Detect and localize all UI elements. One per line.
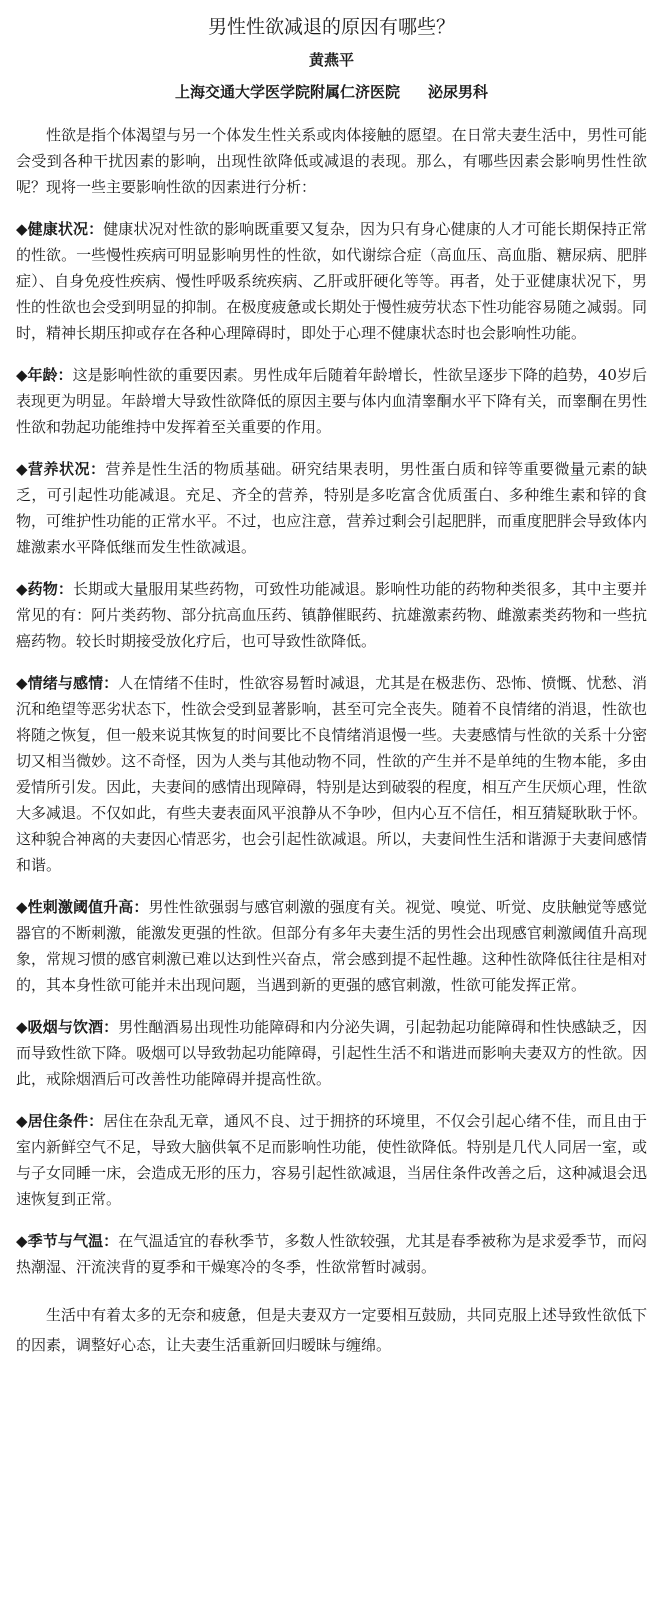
intro-paragraph: 性欲是指个体渴望与另一个体发生性关系或肉体接触的愿望。在日常夫妻生活中，男性可能会受到各种干扰因素的影响，出现性欲降低或减退的表现。那么，有哪些因素会影响男性性欲呢？现将一些主要影响性欲的因素进行分析：	[16, 126, 647, 196]
section-heading: ◆性刺激阈值升高：	[16, 898, 149, 916]
section-drugs	[16, 576, 647, 654]
section-heading: ◆居住条件：	[16, 1112, 104, 1130]
affiliation	[16, 80, 647, 104]
section-smoking-drinking	[16, 1014, 647, 1092]
section-nutrition	[16, 456, 647, 560]
section-age	[16, 362, 647, 440]
author-name: 黄燕平	[308, 51, 354, 69]
section-season-temperature	[16, 1228, 647, 1280]
section-stimulus-threshold	[16, 894, 647, 998]
section-heading: ◆营养状况：	[16, 460, 106, 478]
section-heading: ◆健康状况：	[16, 220, 104, 238]
section-heading: ◆吸烟与饮酒：	[16, 1018, 119, 1036]
institution: 上海交通大学医学院附属仁济医院	[174, 83, 400, 101]
section-body: 长期或大量服用某些药物，可致性功能减退。影响性功能的药物种类很多，其中主要并常见的有：阿片类药物、部分抗高血压药、镇静催眠药、抗雄激素药物、雌激素类药物和一些抗癌药物。较长时期接受放化疗后，也可导致性欲降低。	[16, 580, 647, 650]
section-heading: ◆年龄：	[16, 366, 73, 384]
section-emotion	[16, 670, 647, 878]
section-body: 在气温适宜的春秋季节，多数人性欲较强，尤其是春季被称为是求爱季节，而闷热潮湿、汗流浃背的夏季和干燥寒冷的冬季，性欲常暂时减弱。	[16, 1232, 647, 1276]
article-title: 男性性欲减退的原因有哪些？	[207, 16, 455, 38]
conclusion-paragraph: 生活中有着太多的无奈和疲惫，但是夫妻双方一定要相互鼓励，共同克服上述导致性欲低下的因素，调整好心态，让夫妻生活重新回归暧昧与缠绵。	[16, 1306, 647, 1354]
section-health	[16, 216, 647, 346]
section-body: 人在情绪不佳时，性欲容易暂时减退，尤其是在极悲伤、恐怖、愤慨、忧愁、消沉和绝望等恶劣状态下，性欲会受到显著影响，甚至可完全丧失。随着不良情绪的消退，性欲也将随之恢复，但一般来说其恢复的时间要比不良情绪消退慢一些。夫妻感情与性欲的关系十分密切又相当微妙。这不奇怪，因为人类与其他动物不同，性欲的产生并不是单纯的生物本能，多由爱情所引发。因此，夫妻间的感情出现障碍，特别是达到破裂的程度，相互产生厌烦心理，性欲大多减退。不仅如此，有些夫妻表面风平浪静从不争吵，但内心互不信任，相互猜疑耿耿于怀。这种貌合神离的夫妻因心情恶劣，也会引起性欲减退。所以，夫妻间性生活和谐源于夫妻间感情和谐。	[16, 674, 647, 874]
section-living-conditions	[16, 1108, 647, 1212]
department: 泌尿男科	[428, 83, 489, 101]
section-heading: ◆药物：	[16, 580, 73, 598]
section-body: 男性性欲强弱与感官刺激的强度有关。视觉、嗅觉、听觉、皮肤触觉等感觉器官的不断刺激，能激发更强的性欲。但部分有多年夫妻生活的男性会出现感官刺激阈值升高现象，常规习惯的感官刺激已难以达到性兴奋点，常会感到提不起性趣。这种性欲降低往往是相对的，其本身性欲可能并未出现问题，当遇到新的更强的感官刺激，性欲可能发挥正常。	[16, 898, 647, 994]
section-body: 居住在杂乱无章，通风不良、过于拥挤的环境里，不仅会引起心绪不佳，而且由于室内新鲜空气不足，导致大脑供氧不足而影响性功能，使性欲降低。特别是几代人同居一室，或与子女同睡一床，会造成无形的压力，容易引起性欲减退，当居住条件改善之后，这种减退会迅速恢复到正常。	[16, 1112, 647, 1208]
section-heading: ◆情绪与感情：	[16, 674, 119, 692]
section-body: 营养是性生活的物质基础。研究结果表明，男性蛋白质和锌等重要微量元素的缺乏，可引起性功能减退。充足、齐全的营养，特别是多吃富含优质蛋白、多种维生素和锌的食物，可维护性功能的正常水平。不过，也应注意，营养过剩会引起肥胖，而重度肥胖会导致体内雄激素水平降低继而发生性欲减退。	[16, 460, 647, 556]
section-body: 男性酗酒易出现性功能障碍和内分泌失调，引起勃起功能障碍和性快感缺乏，因而导致性欲下降。吸烟可以导致勃起功能障碍，引起性生活不和谐进而影响夫妻双方的性欲。因此，戒除烟酒后可改善性功能障碍并提高性欲。	[16, 1018, 647, 1088]
section-heading: ◆季节与气温：	[16, 1232, 119, 1250]
section-body: 健康状况对性欲的影响既重要又复杂，因为只有身心健康的人才可能长期保持正常的性欲。一些慢性疾病可明显影响男性的性欲，如代谢综合症（高血压、高血脂、糖尿病、肥胖症）、自身免疫性疾病、慢性呼吸系统疾病、乙肝或肝硬化等等。再者，处于亚健康状况下，男性的性欲也会受到明显的抑制。在极度疲惫或长期处于慢性疲劳状态下性功能容易随之减弱。同时，精神长期压抑或存在各种心理障碍时，即处于心理不健康状态时也会影响性功能。	[16, 220, 647, 342]
section-body: 这是影响性欲的重要因素。男性成年后随着年龄增长，性欲呈逐步下降的趋势，40岁后表现更为明显。年龄增大导致性欲降低的原因主要与体内血清睾酮水平下降有关，而睾酮在男性性欲和勃起功能维持中发挥着至关重要的作用。	[16, 366, 647, 436]
